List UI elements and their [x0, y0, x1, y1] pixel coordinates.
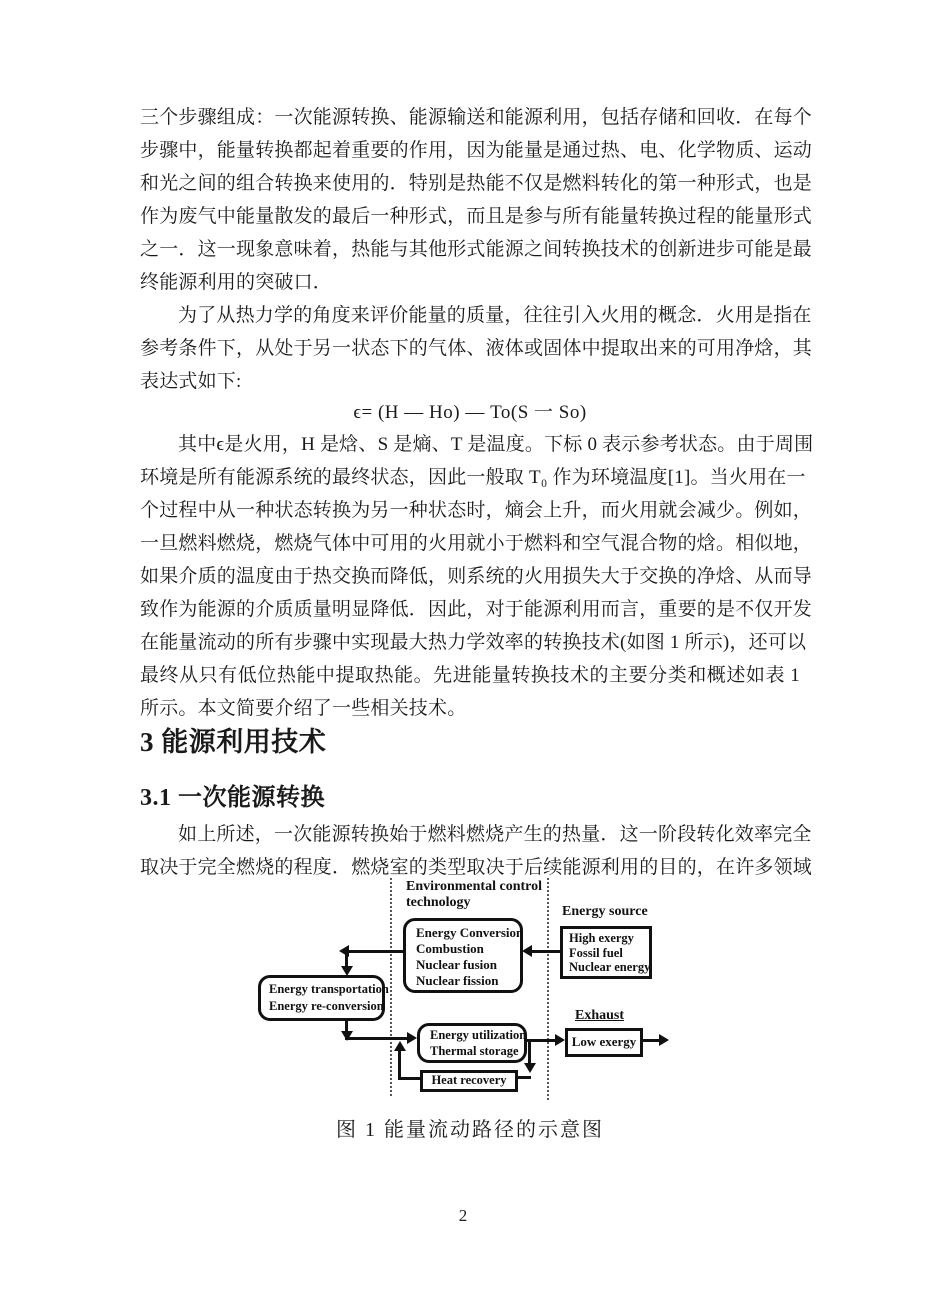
- arrowhead-down-icon: [524, 1063, 536, 1073]
- energy-conversion-box: [403, 918, 523, 993]
- text-line: 作为废气中能量散发的最后一种形式，而且是参与所有能量转换过程的能量形式: [140, 206, 813, 227]
- text-line: 取决于完全燃烧的程度．燃烧室的类型取决于后续能源利用的目的，在许多领域: [140, 857, 813, 878]
- text-line: 环境是所有能源系统的最终状态，因此一般取 T₀ 作为环境温度[1]。当火用在一: [140, 467, 806, 488]
- label-line: technology: [406, 895, 471, 910]
- text-line: 个过程中从一种状态转换为另一种状态时，熵会上升，而火用就会减少。例如，: [140, 500, 813, 521]
- text-line: 终能源利用的突破口．: [140, 272, 333, 293]
- paragraph-1: [140, 101, 813, 299]
- text-line: 所示。本文简要介绍了一些相关技术。: [140, 698, 467, 719]
- subsection-heading: 3.1 一次能源转换: [140, 785, 325, 811]
- heat-return-vertical: [398, 1050, 401, 1080]
- box-line: Energy transportation: [269, 982, 389, 996]
- section-heading: 3 能源利用技术: [140, 727, 327, 757]
- arrowhead-right-icon: [555, 1034, 565, 1046]
- energy-source-label: Energy source: [562, 904, 648, 919]
- text-line: 如上所述，一次能源转换始于燃料燃烧产生的热量．这一阶段转化效率完全: [178, 824, 812, 845]
- text-line: 和光之间的组合转换来使用的．特别是热能不仅是燃料转化的第一种形式，也是: [140, 173, 813, 194]
- arrowhead-down-icon: [341, 966, 353, 976]
- arrow-source-to-conversion: [531, 950, 560, 953]
- dotted-separator-left: [390, 878, 392, 1096]
- arrowhead-right-icon: [407, 1032, 417, 1044]
- page-number: 2: [458, 1206, 468, 1225]
- heat-branch-stub: [518, 1076, 531, 1079]
- exergy-formula: ϵ= (H — Ho) — To(S 一 So): [353, 402, 587, 423]
- text-column: [140, 101, 814, 1144]
- paragraph-3: [140, 428, 814, 725]
- box-line: Nuclear fission: [416, 973, 499, 988]
- environmental-control-label: [406, 879, 542, 911]
- figure-1-energy-flow-diagram: [250, 876, 700, 1102]
- box-line: Energy re-conversion: [269, 999, 384, 1013]
- text-line: 表达式如下:: [140, 371, 242, 392]
- box-line: Nuclear energy: [569, 960, 651, 974]
- energy-transportation-box: [258, 975, 389, 1021]
- energy-source-box: [560, 926, 652, 979]
- label-line: Environmental control: [406, 879, 542, 894]
- heat-recovery-box: Heat recovery: [420, 1070, 518, 1092]
- box-line: Energy Conversion: [416, 925, 524, 940]
- box-line: Thermal storage: [430, 1044, 519, 1058]
- arrow-branch-to-heatrecovery: [528, 1039, 531, 1065]
- box-line: Fossil fuel: [569, 945, 623, 960]
- text-line: 其中ϵ是火用，H 是焓、S 是熵、T 是温度。下标 0 表示参考状态。由于周围: [178, 434, 814, 455]
- exhaust-label: Exhaust: [575, 1008, 625, 1023]
- text-line: 如果介质的温度由于热交换而降低，则系统的火用损失大于交换的净焓、从而导: [140, 566, 813, 587]
- paragraph-2: [140, 299, 813, 398]
- text-line: 最终从只有低位热能中提取热能。先进能量转换技术的主要分类和概述如表 1: [140, 665, 800, 686]
- box-line: Energy utilization: [430, 1028, 527, 1042]
- heat-return-horizontal: [398, 1077, 420, 1080]
- figure-caption: 图 1 能量流动路径的示意图: [336, 1119, 604, 1141]
- arrow-utilization-to-lowexergy: [527, 1039, 556, 1042]
- text-line: 之一．这一现象意味着，热能与其他形式能源之间转换技术的创新进步可能是最: [140, 239, 813, 260]
- text-line: 步骤中，能量转换都起着重要的作用，因为能量是通过热、电、化学物质、运动: [140, 140, 813, 161]
- box-line: Combustion: [416, 941, 484, 956]
- text-line: 为了从热力学的角度来评价能量的质量，往往引入火用的概念．火用是指在: [178, 305, 812, 326]
- box-line: Nuclear fusion: [416, 957, 498, 972]
- text-line: 三个步骤组成：一次能源转换、能源输送和能源利用，包括存储和回收．在每个: [140, 107, 813, 128]
- arrowhead-left-icon: [522, 945, 532, 957]
- arrowhead-right-icon: [659, 1034, 669, 1046]
- arrow-conversion-to-left: [348, 950, 403, 953]
- text-line: 一旦燃料燃烧，燃烧气体中可用的火用就小于燃料和空气混合物的焓。相似地，: [140, 533, 813, 554]
- energy-utilization-box: [417, 1023, 527, 1063]
- arrow-to-utilization: [345, 1037, 408, 1040]
- arrow-elbow-down: [345, 952, 348, 967]
- low-exergy-box: Low exergy: [565, 1028, 643, 1057]
- paragraph-4: [140, 818, 813, 884]
- box-line: High exergy: [569, 931, 634, 945]
- dotted-separator-right: [547, 878, 549, 1100]
- arrow-lowexergy-exit: [643, 1039, 660, 1042]
- text-line: 致作为能源的介质质量明显降低．因此，对于能源利用而言，重要的是不仅开发: [140, 599, 813, 620]
- text-line: 参考条件下，从处于另一状态下的气体、液体或固体中提取出来的可用净焓，其: [140, 338, 813, 359]
- text-line: 在能量流动的所有步骤中实现最大热力学效率的转换技术(如图 1 所示)，还可以: [140, 632, 807, 653]
